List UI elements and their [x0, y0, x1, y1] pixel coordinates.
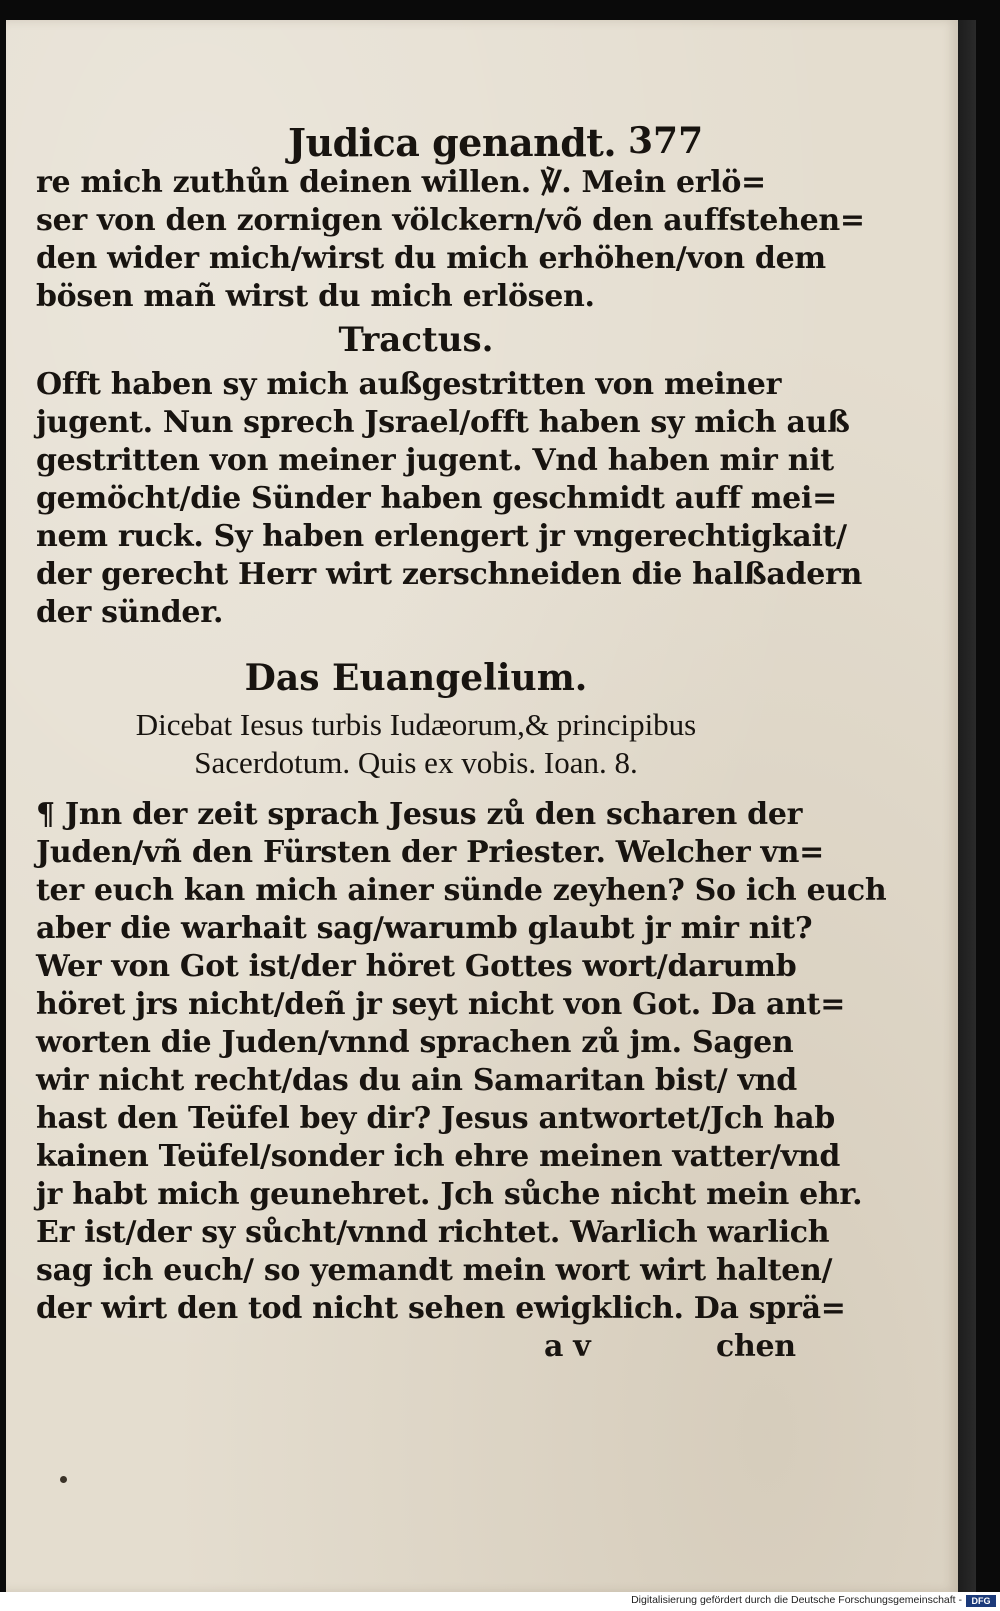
digitization-footer: [0, 1592, 1000, 1611]
text-line: jr habt mich geunehret. Jch sůche nicht mein ehr.: [36, 1177, 863, 1212]
text-line: gemöcht/die Sünder haben geschmidt auff mei=: [36, 481, 837, 516]
text-line: der wirt den tod nicht sehen ewigklich. Da sprä=: [36, 1291, 846, 1326]
page-number: 377: [628, 120, 704, 162]
text-line: den wider mich/wirst du mich erhöhen/von dem: [36, 241, 826, 276]
text-line: gestritten von meiner jugent. Vnd haben mir nit: [36, 443, 834, 478]
text-line: kainen Teüfel/sonder ich ehre meinen vatter/vnd: [36, 1139, 841, 1174]
text-line: Wer von Got ist/der höret Gottes wort/darumb: [36, 949, 797, 984]
latin-line: Dicebat Iesus turbis Iudæorum,& principibus: [135, 707, 697, 742]
text-line: re mich zuthůn deinen willen. ℣. Mein erlö=: [36, 165, 766, 200]
text-line: ser von den zornigen völckern/võ den auffstehen=: [36, 203, 865, 238]
funding-credit: Digitalisierung gefördert durch die Deutsche Forschungsgemeinschaft -: [631, 1594, 962, 1606]
text-line: wir nicht recht/das du ain Samaritan bist/ vnd: [36, 1063, 797, 1098]
text-line: Offt haben sy mich außgestritten von meiner: [36, 367, 782, 402]
catchword: chen: [716, 1329, 796, 1364]
text-line: aber die warhait sag/warumb glaubt jr mir nit?: [36, 911, 813, 946]
tractus-paragraph: [36, 366, 863, 632]
running-head-line: [36, 112, 796, 164]
text-line: sag ich euch/ so yemandt mein wort wirt halten/: [36, 1253, 833, 1288]
catchword-line: [36, 1328, 796, 1368]
dfg-logo: DFG: [966, 1595, 996, 1607]
gospel-paragraph: [36, 796, 887, 1328]
text-line: höret jrs nicht/deñ jr seyt nicht von Got. Da ant=: [36, 987, 846, 1022]
page-text-block: [36, 112, 887, 1368]
text-line: ¶ Jnn der zeit sprach Jesus zů den scharen der: [36, 797, 803, 832]
text-line: worten die Juden/vnnd sprachen zů jm. Sagen: [36, 1025, 794, 1060]
text-line: der gerecht Herr wirt zerschneiden die halßadern: [36, 557, 863, 592]
text-line: Er ist/der sy sůcht/vnnd richtet. Warlich warlich: [36, 1215, 830, 1250]
latin-line: Sacerdotum. Quis ex vobis. Ioan. 8.: [194, 745, 638, 780]
text-line: Juden/vñ den Fürsten der Priester. Welcher vn=: [36, 835, 824, 870]
text-line: jugent. Nun sprech Jsrael/offt haben sy mich auß: [36, 405, 850, 440]
text-line: der sünder.: [36, 595, 224, 630]
signature-mark: a v: [544, 1329, 591, 1364]
text-line: nem ruck. Sy haben erlengert jr vngerechtigkait/: [36, 519, 847, 554]
body-top-paragraph: [36, 164, 865, 316]
ink-speck: [60, 1476, 67, 1483]
gospel-heading: Das Euangelium.: [244, 657, 588, 699]
text-line: hast den Teüfel bey dir? Jesus antwortet/Jch hab: [36, 1101, 835, 1136]
tractus-heading: Tractus.: [338, 320, 494, 360]
gospel-latin-incipit: [36, 706, 796, 782]
text-line: bösen mañ wirst du mich erlösen.: [36, 279, 595, 314]
page-gutter-shadow: [958, 20, 976, 1592]
running-head-title: Judica genandt.: [288, 120, 617, 165]
text-line: ter euch kan mich ainer sünde zeyhen? So ich euch: [36, 873, 887, 908]
